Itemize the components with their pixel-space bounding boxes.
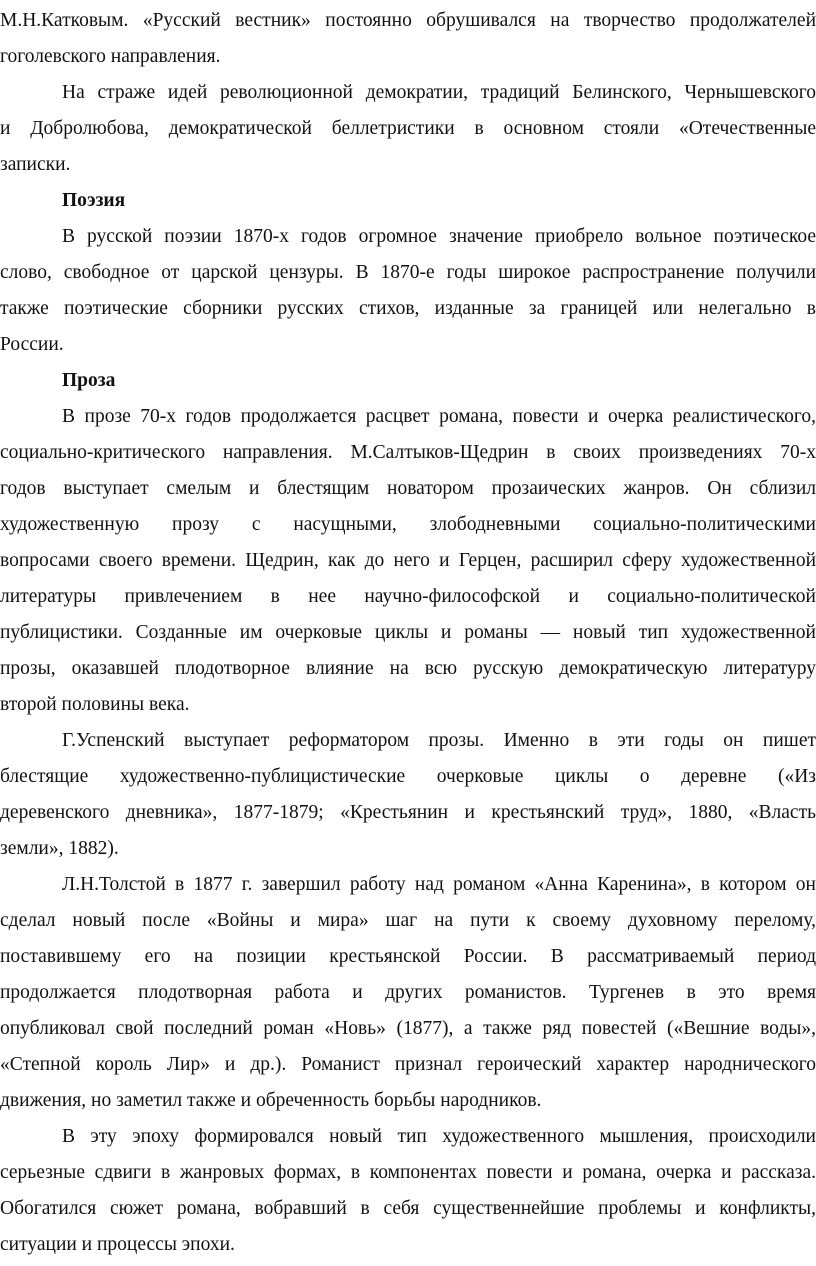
text-line: серьезные сдвиги в жанровых формах, в компонентах повести и романа, очерка и рассказа. xyxy=(0,1162,816,1183)
text-line: годов выступает смелым и блестящим новатором прозаических жанров. Он сблизил xyxy=(0,478,816,499)
text-line: второй половины века. xyxy=(0,694,190,715)
text-line: поставившему его на позиции крестьянской России. В рассматриваемый период xyxy=(0,946,816,967)
text-line: Л.Н.Толстой в 1877 г. завершил работу над романом «Анна Каренина», в котором он xyxy=(62,874,816,895)
text-line: сделал новый после «Войны и мира» шаг на пути к своему духовному перелому, xyxy=(0,910,816,931)
text-line: России. xyxy=(0,334,64,355)
text-line: «Степной король Лир» и др.). Романист признал героический характер народнического xyxy=(0,1054,816,1075)
section-heading-poetry: Поэзия xyxy=(62,190,126,211)
text-line: прозы, оказавшей плодотворное влияние на всю русскую демократическую литературу xyxy=(0,658,816,679)
text-line: В эту эпоху формировался новый тип художественного мышления, происходили xyxy=(62,1126,816,1147)
section-heading-prose: Проза xyxy=(62,370,116,391)
text-line: художественную прозу с насущными, злободневными социально-политическими xyxy=(0,514,816,535)
text-line: социально-критического направления. М.Салтыков-Щедрин в своих произведениях 70-х xyxy=(0,442,816,463)
text-line: литературы привлечением в нее научно-философской и социально-политической xyxy=(0,586,816,607)
text-line: М.Н.Катковым. «Русский вестник» постоянно обрушивался на творчество продолжателей xyxy=(0,10,816,31)
text-line: На страже идей революционной демократии, традиций Белинского, Чернышевского xyxy=(62,82,816,103)
text-line: блестящие художественно-публицистические очерковые циклы о деревне («Из xyxy=(0,766,816,787)
text-line: вопросами своего времени. Щедрин, как до него и Герцен, расширил сферу художественной xyxy=(0,550,816,571)
text-line: слово, свободное от царской цензуры. В 1870-е годы широкое распространение получили xyxy=(0,262,816,283)
text-line: деревенского дневника», 1877-1879; «Крестьянин и крестьянский труд», 1880, «Власть xyxy=(0,802,816,823)
text-line: движения, но заметил также и обреченность борьбы народников. xyxy=(0,1090,542,1111)
text-line: опубликовал свой последний роман «Новь» (1877), а также ряд повестей («Вешние воды», xyxy=(0,1018,816,1039)
text-line: публицистики. Созданные им очерковые циклы и романы — новый тип художественной xyxy=(0,622,816,643)
text-line: Обогатился сюжет романа, вобравший в себя существеннейшие проблемы и конфликты, xyxy=(0,1198,816,1219)
text-line: земли», 1882). xyxy=(0,838,119,859)
text-line: записки. xyxy=(0,154,71,175)
text-line: и Добролюбова, демократической беллетристики в основном стояли «Отечественные xyxy=(0,118,816,139)
text-line: также поэтические сборники русских стихов, изданные за границей или нелегально в xyxy=(0,298,816,319)
text-line: ситуации и процессы эпохи. xyxy=(0,1234,235,1255)
text-line: гоголевского направления. xyxy=(0,46,221,67)
text-line: Г.Успенский выступает реформатором прозы. Именно в эти годы он пишет xyxy=(62,730,816,751)
text-line: В прозе 70-х годов продолжается расцвет романа, повести и очерка реалистического, xyxy=(62,406,816,427)
text-line: продолжается плодотворная работа и других романистов. Тургенев в это время xyxy=(0,982,816,1003)
text-line: В русской поэзии 1870-х годов огромное значение приобрело вольное поэтическое xyxy=(62,226,816,247)
